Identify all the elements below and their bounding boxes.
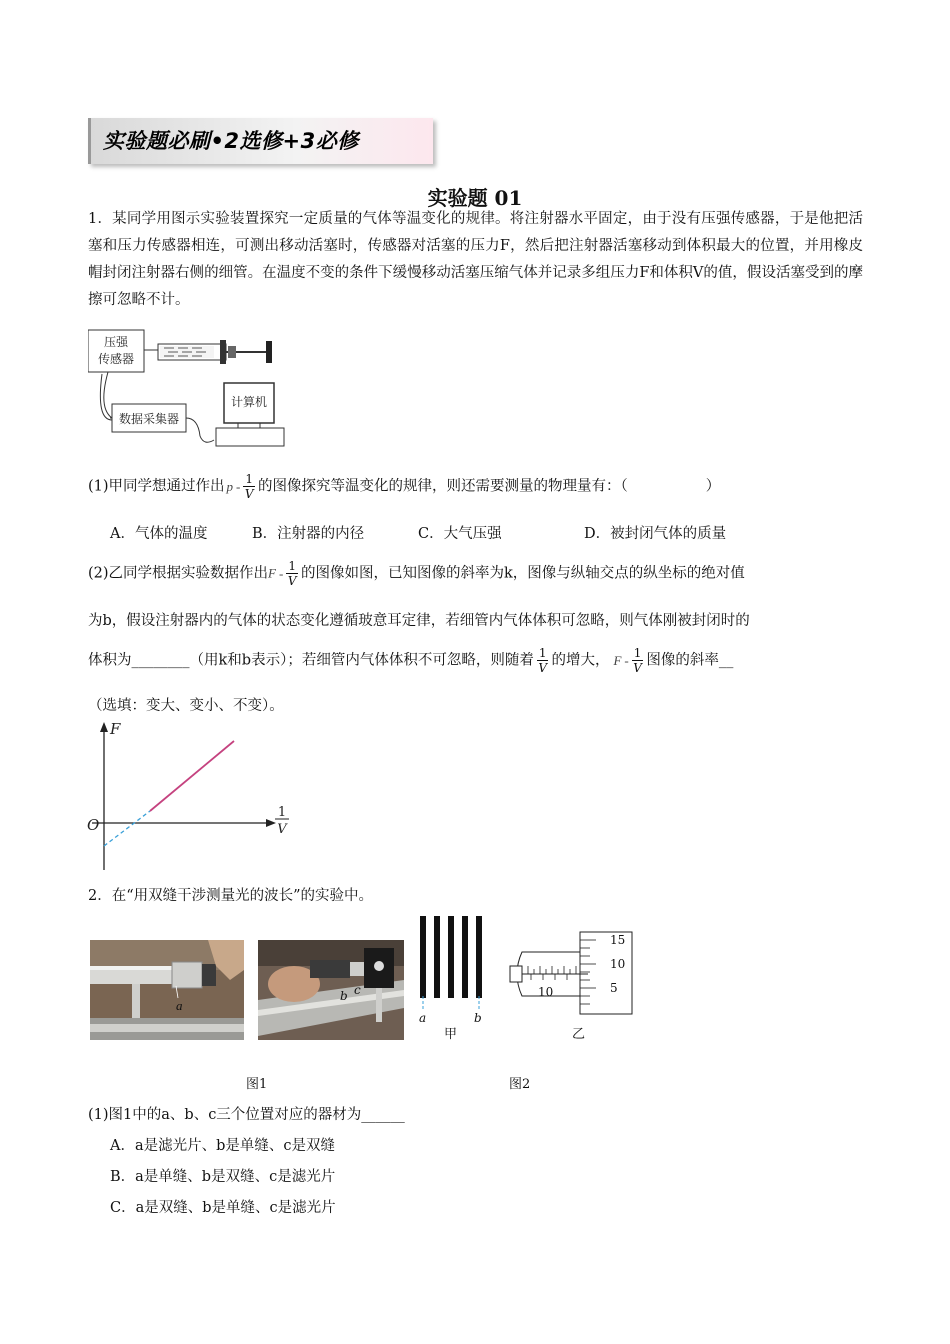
q2-intro: 2．在“用双缝干涉测量光的波长”的实验中。	[88, 888, 374, 904]
q1-part1: (1)甲同学想通过作出 p - $\frac{1}{V}$ 的图像探究等温变化的规律，则还需要测量的物理量有：（ ）	[88, 472, 721, 501]
scale-10: 10	[610, 957, 626, 971]
main-scale-10: 10	[538, 985, 554, 999]
fringe-label-b: b	[474, 1011, 482, 1025]
q2-option-c[interactable]: C．a是双缝、b是单缝、c是滤光片	[110, 1200, 336, 1216]
q2-part1: (1)图1中的a、b、c三个位置对应的器材为______	[88, 1107, 405, 1123]
fig1-photo-right	[258, 940, 404, 1040]
fraction-1-over-v: $\frac{1}{V}$	[244, 472, 254, 501]
collector-label: 数据采集器	[118, 412, 180, 426]
y-axis-label: F	[110, 720, 121, 738]
fig1-label-a: a	[176, 998, 183, 1013]
fig2-fringes	[410, 912, 490, 1044]
data-line	[150, 741, 234, 811]
q2-option-a[interactable]: A．a是滤光片、b是单缝、c是双缝	[110, 1138, 336, 1154]
q1-option-d[interactable]: D．被封闭气体的质量	[584, 526, 727, 542]
q1-intro: 1．某同学用图示实验装置探究一定质量的气体等温变化的规律。将注射器水平固定，由于没有压强传感器，于是他把活塞和压力传感器相连，可测出移动活塞时，传感器对活塞的压力F，然后把注射器活塞移动到体积最大的位置，并用橡皮帽封闭注射器右侧的细管。在温度不变的条件下缓慢移动活塞压缩气体并记录多组压力F和体积V的值，假设活塞受到的摩擦可忽略不计。	[88, 211, 863, 308]
apparatus-diagram	[88, 328, 293, 450]
fig2-yi-label: 乙	[572, 1027, 586, 1042]
fig2-micrometer	[508, 926, 636, 1044]
banner-text: 实验题必刷•2选修+3必修	[103, 129, 359, 153]
scale-5: 5	[610, 981, 618, 995]
origin-label: O	[87, 816, 100, 834]
q1-option-c[interactable]: C．大气压强	[418, 526, 502, 542]
sensor-label-1: 压强	[103, 335, 129, 349]
page-title: 实验题 01	[427, 186, 523, 210]
computer-label: 计算机	[230, 395, 268, 409]
extrapolated-line	[104, 811, 150, 846]
fig2-jia-label: 甲	[444, 1027, 458, 1042]
q1-part2-line4: （选填：变大、变小、不变）。	[88, 698, 284, 714]
x-axis-label-num: 1	[277, 805, 287, 820]
fig2-caption: 图2	[509, 1077, 531, 1092]
scale-15: 15	[610, 933, 626, 947]
q1-option-b[interactable]: B．注射器的内径	[252, 526, 365, 542]
x-axis-label-den: V	[277, 822, 287, 837]
fig1-photo-left	[90, 940, 244, 1040]
fig1-label-b: b	[340, 989, 348, 1003]
q2-option-b[interactable]: B．a是单缝、b是双缝、c是滤光片	[110, 1169, 336, 1185]
q1-part2-line2: 为b，假设注射器内的气体的状态变化遵循玻意耳定律，若细管内气体体积可忽略，则气体刚被封闭时的	[88, 613, 750, 629]
fig1-label-c: c	[354, 983, 361, 997]
q1-part2-line1: (2)乙同学根据实验数据作出F - $\frac{1}{V}$ 的图像如图，已知图像的斜率为k，图像与纵轴交点的纵坐标的绝对值	[88, 559, 745, 588]
q1-option-a[interactable]: A．气体的温度	[110, 526, 208, 542]
fig1-caption: 图1	[246, 1077, 268, 1092]
f-vs-inverse-v-graph	[82, 720, 297, 872]
q1-part2-line3: 体积为________（用k和b表示）；若细管内气体体积不可忽略，则随着 $\frac{1}{V}$ 的增大， F - $\frac{1}{V}$ 图像的斜率__	[88, 646, 734, 675]
sensor-label-2: 传感器	[97, 352, 135, 366]
fringe-label-a: a	[419, 1011, 427, 1025]
section-banner	[88, 118, 433, 164]
